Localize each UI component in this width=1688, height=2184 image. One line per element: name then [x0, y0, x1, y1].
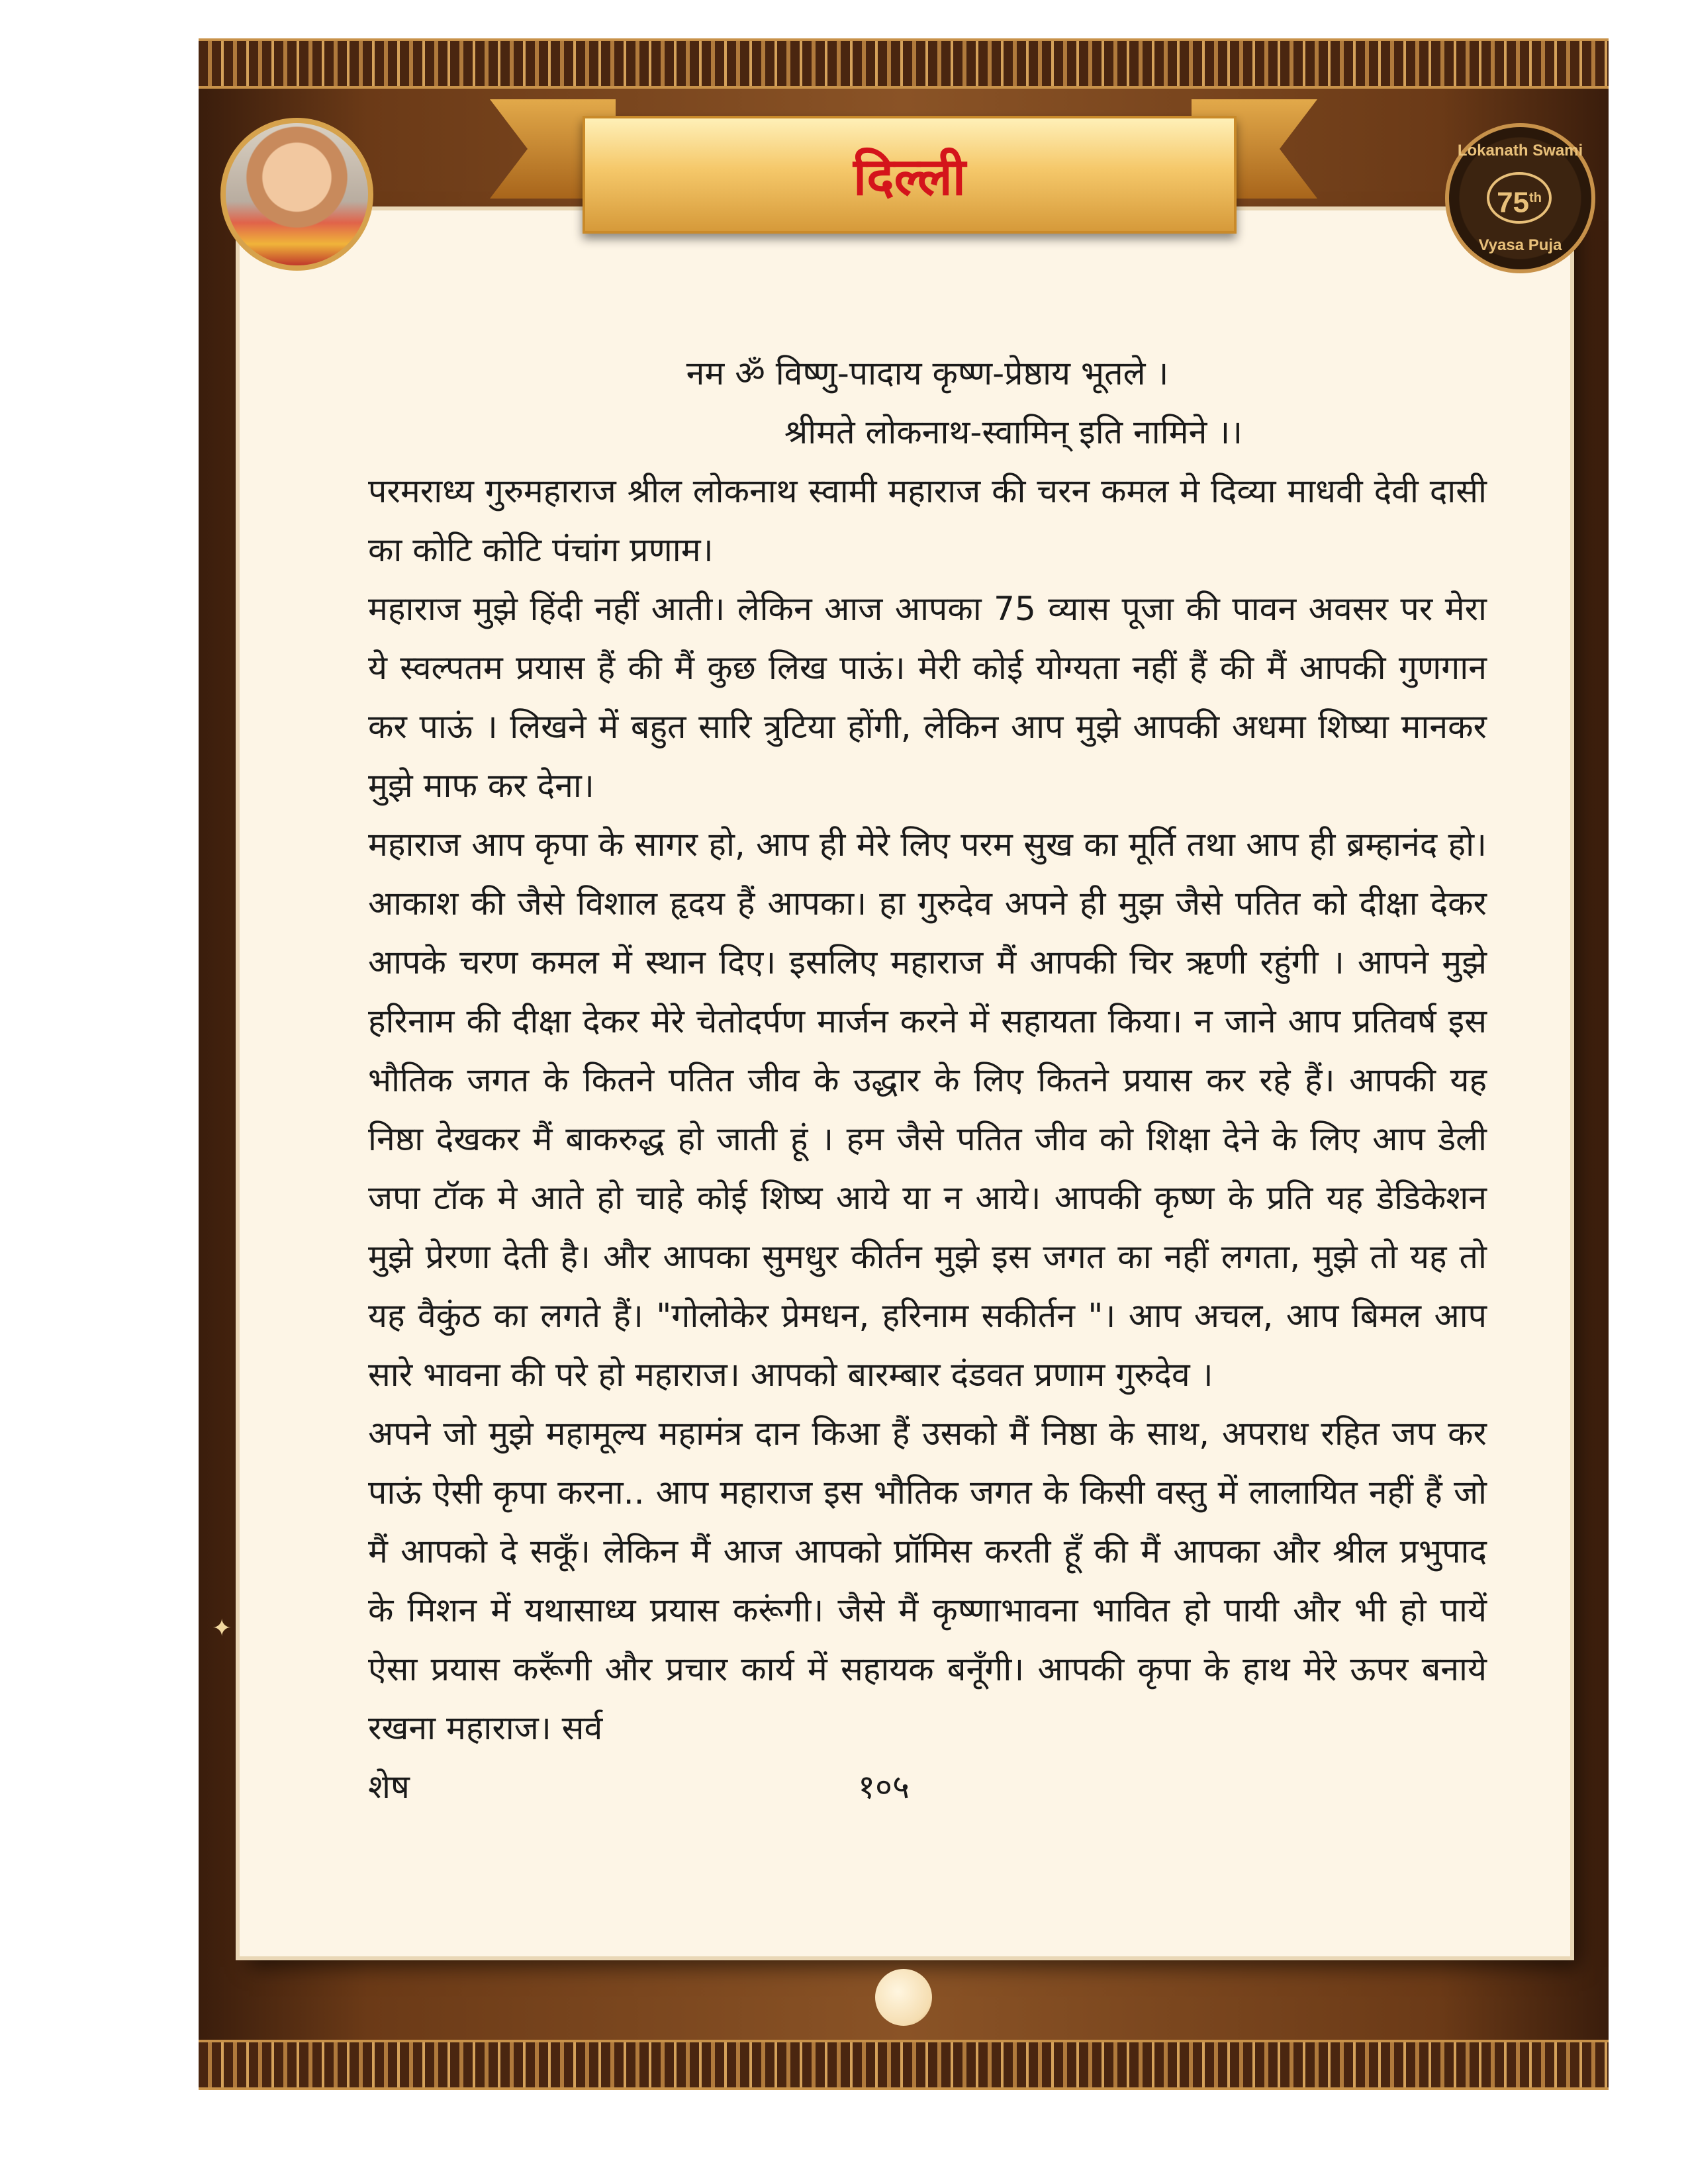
page-number: १०५ [858, 1768, 910, 1806]
badge-number: 75 [1497, 186, 1530, 219]
paragraph: अपने जो मुझे महामूल्य महामंत्र दान किआ हैं उसको मैं निष्ठा के साथ, अपराध रहित जप कर पाऊं ऐसी कृपा करना.. आप महाराज इस भौतिक जगत के किसी वस्तु में लालायित नहीं हैं जो मैं आपको दे सकूँ। लेकिन मैं आज आपको प्रॉमिस करती हूँ की मैं आपका और श्रील प्रभुपाद के मिशन में यथासाध्य प्रयास करूंगी। जैसे मैं कृष्णाभावना भावित हो पायी और भी हो पायें ऐसा प्रयास करूँगी और प्रचार कार्य में सहायक बनूँगी। आपकी कृपा के हाथ मेरे ऊपर बनाये रखना महाराज। सर्व [368, 1414, 1487, 1747]
paragraph: परमराध्य गुरुमहाराज श्रील लोकनाथ स्वामी महाराज की चरन कमल मे दिव्या माधवी देवी दासी का कोटि कोटि पंचांग प्रणाम। [368, 472, 1487, 569]
decorative-border-top [199, 38, 1609, 89]
verse-line-1: नम ॐ विष्णु-पादाय कृष्ण-प्रेष्ठाय भूतले । [686, 354, 1169, 392]
avatar [220, 118, 373, 271]
continuation-word: शेष [368, 1768, 410, 1806]
verse-line-2: श्रीमते लोकनाथ-स्वामिन् इति नामिने ।। [784, 413, 1243, 451]
decorative-knob [875, 1969, 932, 2026]
decorative-border-bottom [199, 2040, 1609, 2090]
badge-number-suffix: th [1529, 191, 1542, 205]
title-ribbon [583, 116, 1237, 234]
paragraph: महाराज आप कृपा के सागर हो, आप ही मेरे लिए परम सुख का मूर्ति तथा आप ही ब्रम्हानंद हो। आकाश की जैसे विशाल हृदय हैं आपका। हा गुरुदेव अपने ही मुझ जैसे पतित को दीक्षा देकर आपके चरण कमल में स्थान दिए। इसलिए महाराज मैं आपकी चिर ऋणी रहुंगी । आपने मुझे हरिनाम की दीक्षा देकर मेरे चेतोदर्पण मार्जन करने में सहायता किया। न जाने आप प्रतिवर्ष इस भौतिक जगत के कितने पतित जीव के उद्धार के लिए कितने प्रयास कर रहे हैं। आपकी यह निष्ठा देखकर मैं बाकरुद्ध हो जाती हूं । हम जैसे पतित जीव को शिक्षा देने के लिए आप डेली जपा टॉक मे आते हो चाहे कोई शिष्य आये या न आये। आपकी कृष्ण के प्रति यह डेडिकेशन मुझे प्रेरणा देती है। और आपका सुमधुर कीर्तन मुझे इस जगत का नहीं लगता, मुझे तो यह तो यह वैकुंठ का लगते हैं। "गोलोकेर प्रेमधन, हरिनाम सकीर्तन "। आप अचल, आप बिमल आप सारे भावना की परे हो महाराज। आपको बारम्बार दंडवत प्रणाम गुरुदेव । [368, 825, 1487, 1394]
paragraph: महाराज मुझे हिंदी नहीं आती। लेकिन आज आपका 75 व्यास पूजा की पावन अवसर पर मेरा ये स्वल्पतम प्रयास हैं की मैं कुछ लिख पाऊं। मेरी कोई योग्यता नहीं हैं की मैं आपकी गुणगान कर पाऊं । लिखने में बहुत सारि त्रुटिया होंगी, लेकिन आप मुझे आपकी अधमा शिष्या मानकर मुझे माफ कर देना। [368, 590, 1487, 805]
badge-bottom-text: Vyasa Puja [1478, 236, 1562, 254]
sparkle-icon: ✦ [212, 1615, 232, 1642]
vyasa-puja-badge [1445, 123, 1595, 273]
page-title: दिल्ली [853, 148, 966, 207]
last-line [368, 1758, 1487, 1817]
badge-number-wrap [1487, 172, 1552, 224]
badge-top-text: Lokanath Swami [1457, 142, 1583, 159]
letter-body [368, 344, 1487, 1817]
